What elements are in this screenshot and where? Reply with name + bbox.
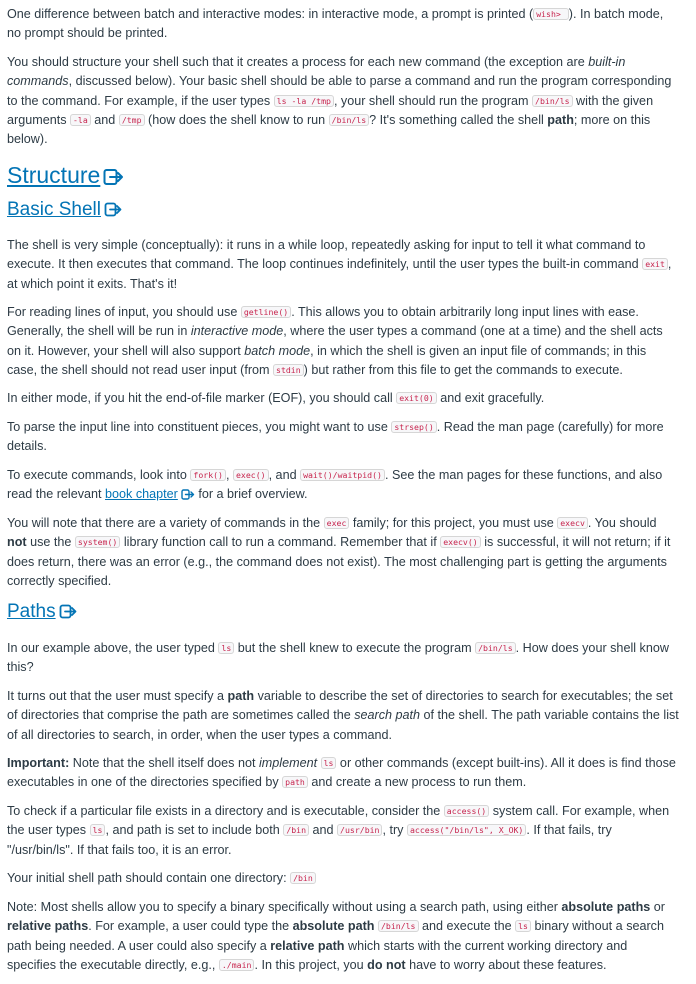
- external-link-icon: [181, 489, 195, 500]
- paragraph-note-paths: Note: Most shells allow you to specify a binary specifically without using a search path, using either absolute paths or relative paths. For example, a user could type the absolute path /bin/ls and execute the ls binary without a search path being needed. A user could also specify a relative path which starts with the current working directory and specifies the executable directly, e.g., ./main . In this project, you do not have to worry about these features.: [7, 900, 665, 972]
- code-ls: ls: [218, 642, 234, 654]
- code-exit: exit: [642, 258, 668, 270]
- heading-basic-shell[interactable]: Basic Shell: [7, 199, 123, 221]
- code-path: path: [282, 776, 308, 788]
- code-execv-call: execv(): [440, 536, 481, 548]
- paragraph-important: Important: Note that the shell itself does not implement ls or other commands (except built-ins). All it does is find those executables in one of the directories specified by path and create a new process to run them.: [7, 756, 676, 790]
- code-exec-family: exec: [324, 517, 350, 529]
- book-chapter-link[interactable]: book chapter: [105, 487, 178, 502]
- code-ls: ls: [515, 920, 531, 932]
- code-bin-ls: /bin/ls: [532, 95, 573, 107]
- paragraph-eof: In either mode, if you hit the end-of-file marker (EOF), you should call exit(0) and exit gracefully.: [7, 391, 545, 405]
- code-bin: /bin: [290, 872, 316, 884]
- code-wait-waitpid: wait()/waitpid(): [300, 469, 385, 481]
- code-wish-prompt: wish>: [533, 8, 569, 20]
- code-fork: fork(): [190, 469, 226, 481]
- code-getline: getline(): [241, 306, 291, 318]
- heading-paths[interactable]: Paths: [7, 601, 78, 623]
- paragraph-parse: To parse the input line into constituent pieces, you might want to use strsep() . Read the man page (carefully) for more details.: [7, 420, 664, 454]
- paragraph-structure-intro: You should structure your shell such that it creates a process for each new command (the exception are built-in commands, discussed below). Your basic shell should be able to parse a command and run the program corresponding to the command. For example, if the user types ls -la /tmp , your shell should run the program /bin/ls with the given arguments -la and /tmp (how does the shell know to run /bin/ls ? It's something called the shell path; more on this below).: [7, 55, 672, 147]
- code-ls-la-tmp: ls -la /tmp: [274, 95, 334, 107]
- code-access: access(): [444, 805, 489, 817]
- code-tmp-arg: /tmp: [119, 114, 145, 126]
- paragraph-exec-family: You will note that there are a variety of commands in the exec family; for this project, you must use execv . You should not use the system() library function call to run a command. Remember that if execv() is successful, it will not return; if it does return, there was an error (e.g., the command does not exist). The most challenging part is getting the arguments correctly specified.: [7, 516, 671, 588]
- paragraph-prompt-modes: One difference between batch and interactive modes: in interactive mode, a prompt is printed ( wish> ). In batch mode, no prompt should be printed.: [7, 7, 664, 41]
- paragraph-input-modes: For reading lines of input, you should use getline() . This allows you to obtain arbitrarily long input lines with ease. Generally, the shell will be run in interactive mode, where the user types a command (one at a time) and the shell acts on it. However, your shell will also support batch mode, in which the shell is given an input file of commands; in this case, the shell should not read user input (from stdin ) but rather from this file to get the commands to execute.: [7, 305, 663, 377]
- external-link-icon: [103, 168, 125, 186]
- paragraph-paths-example: In our example above, the user typed ls but the shell knew to execute the program /bin/ls . How does your shell know this?: [7, 641, 669, 675]
- heading-structure[interactable]: Structure: [7, 162, 125, 188]
- code-execv: execv: [557, 517, 588, 529]
- external-link-icon: [59, 604, 78, 619]
- code-exec: exec(): [233, 469, 269, 481]
- code-exit-0: exit(0): [396, 392, 437, 404]
- paragraph-initial-path: Your initial shell path should contain one directory: /bin: [7, 869, 679, 888]
- code-ls: ls: [321, 757, 337, 769]
- paragraph-execute: To execute commands, look into fork() , exec() , and wait()/waitpid() . See the man pages for these functions, and also read the relevant book chapter for a brief overview.: [7, 468, 663, 502]
- code-stdin: stdin: [273, 364, 304, 376]
- code-access-call: access("/bin/ls", X_OK): [407, 824, 526, 836]
- code-main: ./main: [219, 959, 255, 971]
- code-la-arg: -la: [70, 114, 91, 126]
- code-strsep: strsep(): [391, 421, 436, 433]
- paragraph-path-variable: It turns out that the user must specify a path variable to describe the set of directories to search for executables; the set of directories that comprise the path are sometimes called the search path of the shell. The path variable contains the list of all directories to search, in order, when the user types a command.: [7, 689, 679, 742]
- paragraph-access: To check if a particular file exists in a directory and is executable, consider the access() system call. For example, when the user types ls , and path is set to include both /bin and /usr/bin , try access("/bin/ls", X_OK) . If that fails, try "/usr/bin/ls". If that fails too, it is an error.: [7, 804, 670, 857]
- code-bin-ls: /bin/ls: [329, 114, 370, 126]
- code-bin-ls: /bin/ls: [475, 642, 516, 654]
- code-ls: ls: [90, 824, 106, 836]
- code-bin-ls: /bin/ls: [378, 920, 419, 932]
- external-link-icon: [104, 202, 123, 217]
- code-usr-bin: /usr/bin: [337, 824, 382, 836]
- code-system: system(): [75, 536, 120, 548]
- code-bin: /bin: [283, 824, 309, 836]
- paragraph-basic-loop: The shell is very simple (conceptually): it runs in a while loop, repeatedly asking for input to tell it what command to execute. It then executes that command. The loop continues indefinitely, until the user types the built-in command exit , at which point it exits. That's it!: [7, 238, 672, 291]
